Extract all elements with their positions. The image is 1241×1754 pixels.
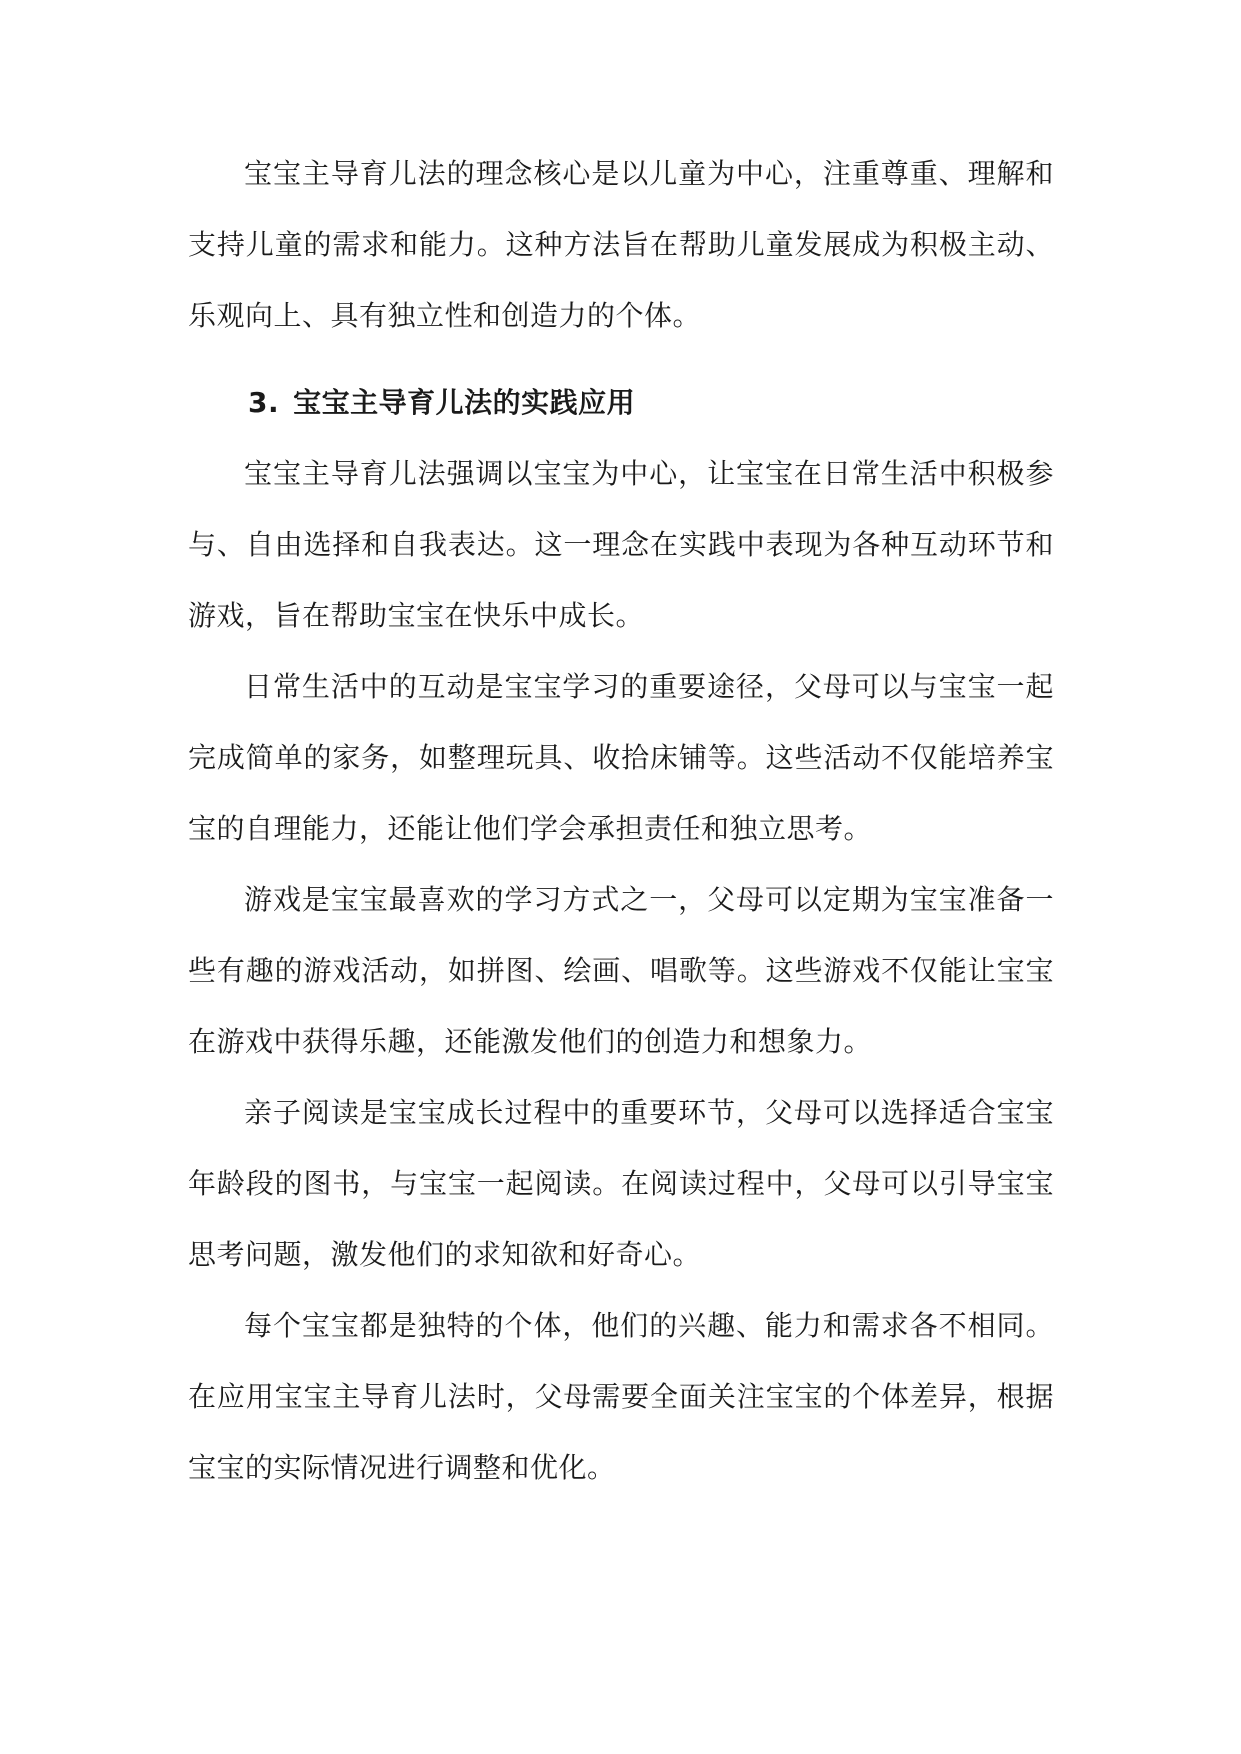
- paragraph-reading: 亲子阅读是宝宝成长过程中的重要环节，父母可以选择适合宝宝年龄段的图书，与宝宝一起阅读。在阅读过程中，父母可以引导宝宝思考问题，激发他们的求知欲和好奇心。: [188, 1096, 1054, 1271]
- section-heading: [188, 367, 1054, 438]
- section-title: 宝宝主导育儿法的实践应用: [293, 386, 636, 419]
- intro-paragraph: 宝宝主导育儿法的理念核心是以儿童为中心，注重尊重、理解和支持儿童的需求和能力。这种方法旨在帮助儿童发展成为积极主动、乐观向上、具有独立性和创造力的个体。: [188, 157, 1054, 332]
- document-body: [188, 138, 1054, 1503]
- paragraph-games: 游戏是宝宝最喜欢的学习方式之一，父母可以定期为宝宝准备一些有趣的游戏活动，如拼图、绘画、唱歌等。这些游戏不仅能让宝宝在游戏中获得乐趣，还能激发他们的创造力和想象力。: [188, 883, 1054, 1058]
- paragraph-practice-intro: 宝宝主导育儿法强调以宝宝为中心，让宝宝在日常生活中积极参与、自由选择和自我表达。这一理念在实践中表现为各种互动环节和游戏，旨在帮助宝宝在快乐中成长。: [188, 457, 1054, 632]
- paragraph-daily-interaction: 日常生活中的互动是宝宝学习的重要途径，父母可以与宝宝一起完成简单的家务，如整理玩具、收拾床铺等。这些活动不仅能培养宝宝的自理能力，还能让他们学会承担责任和独立思考。: [188, 670, 1054, 845]
- paragraph-individual-differences: 每个宝宝都是独特的个体，他们的兴趣、能力和需求各不相同。在应用宝宝主导育儿法时，父母需要全面关注宝宝的个体差异，根据宝宝的实际情况进行调整和优化。: [188, 1309, 1054, 1484]
- section-number: 3.: [248, 386, 280, 419]
